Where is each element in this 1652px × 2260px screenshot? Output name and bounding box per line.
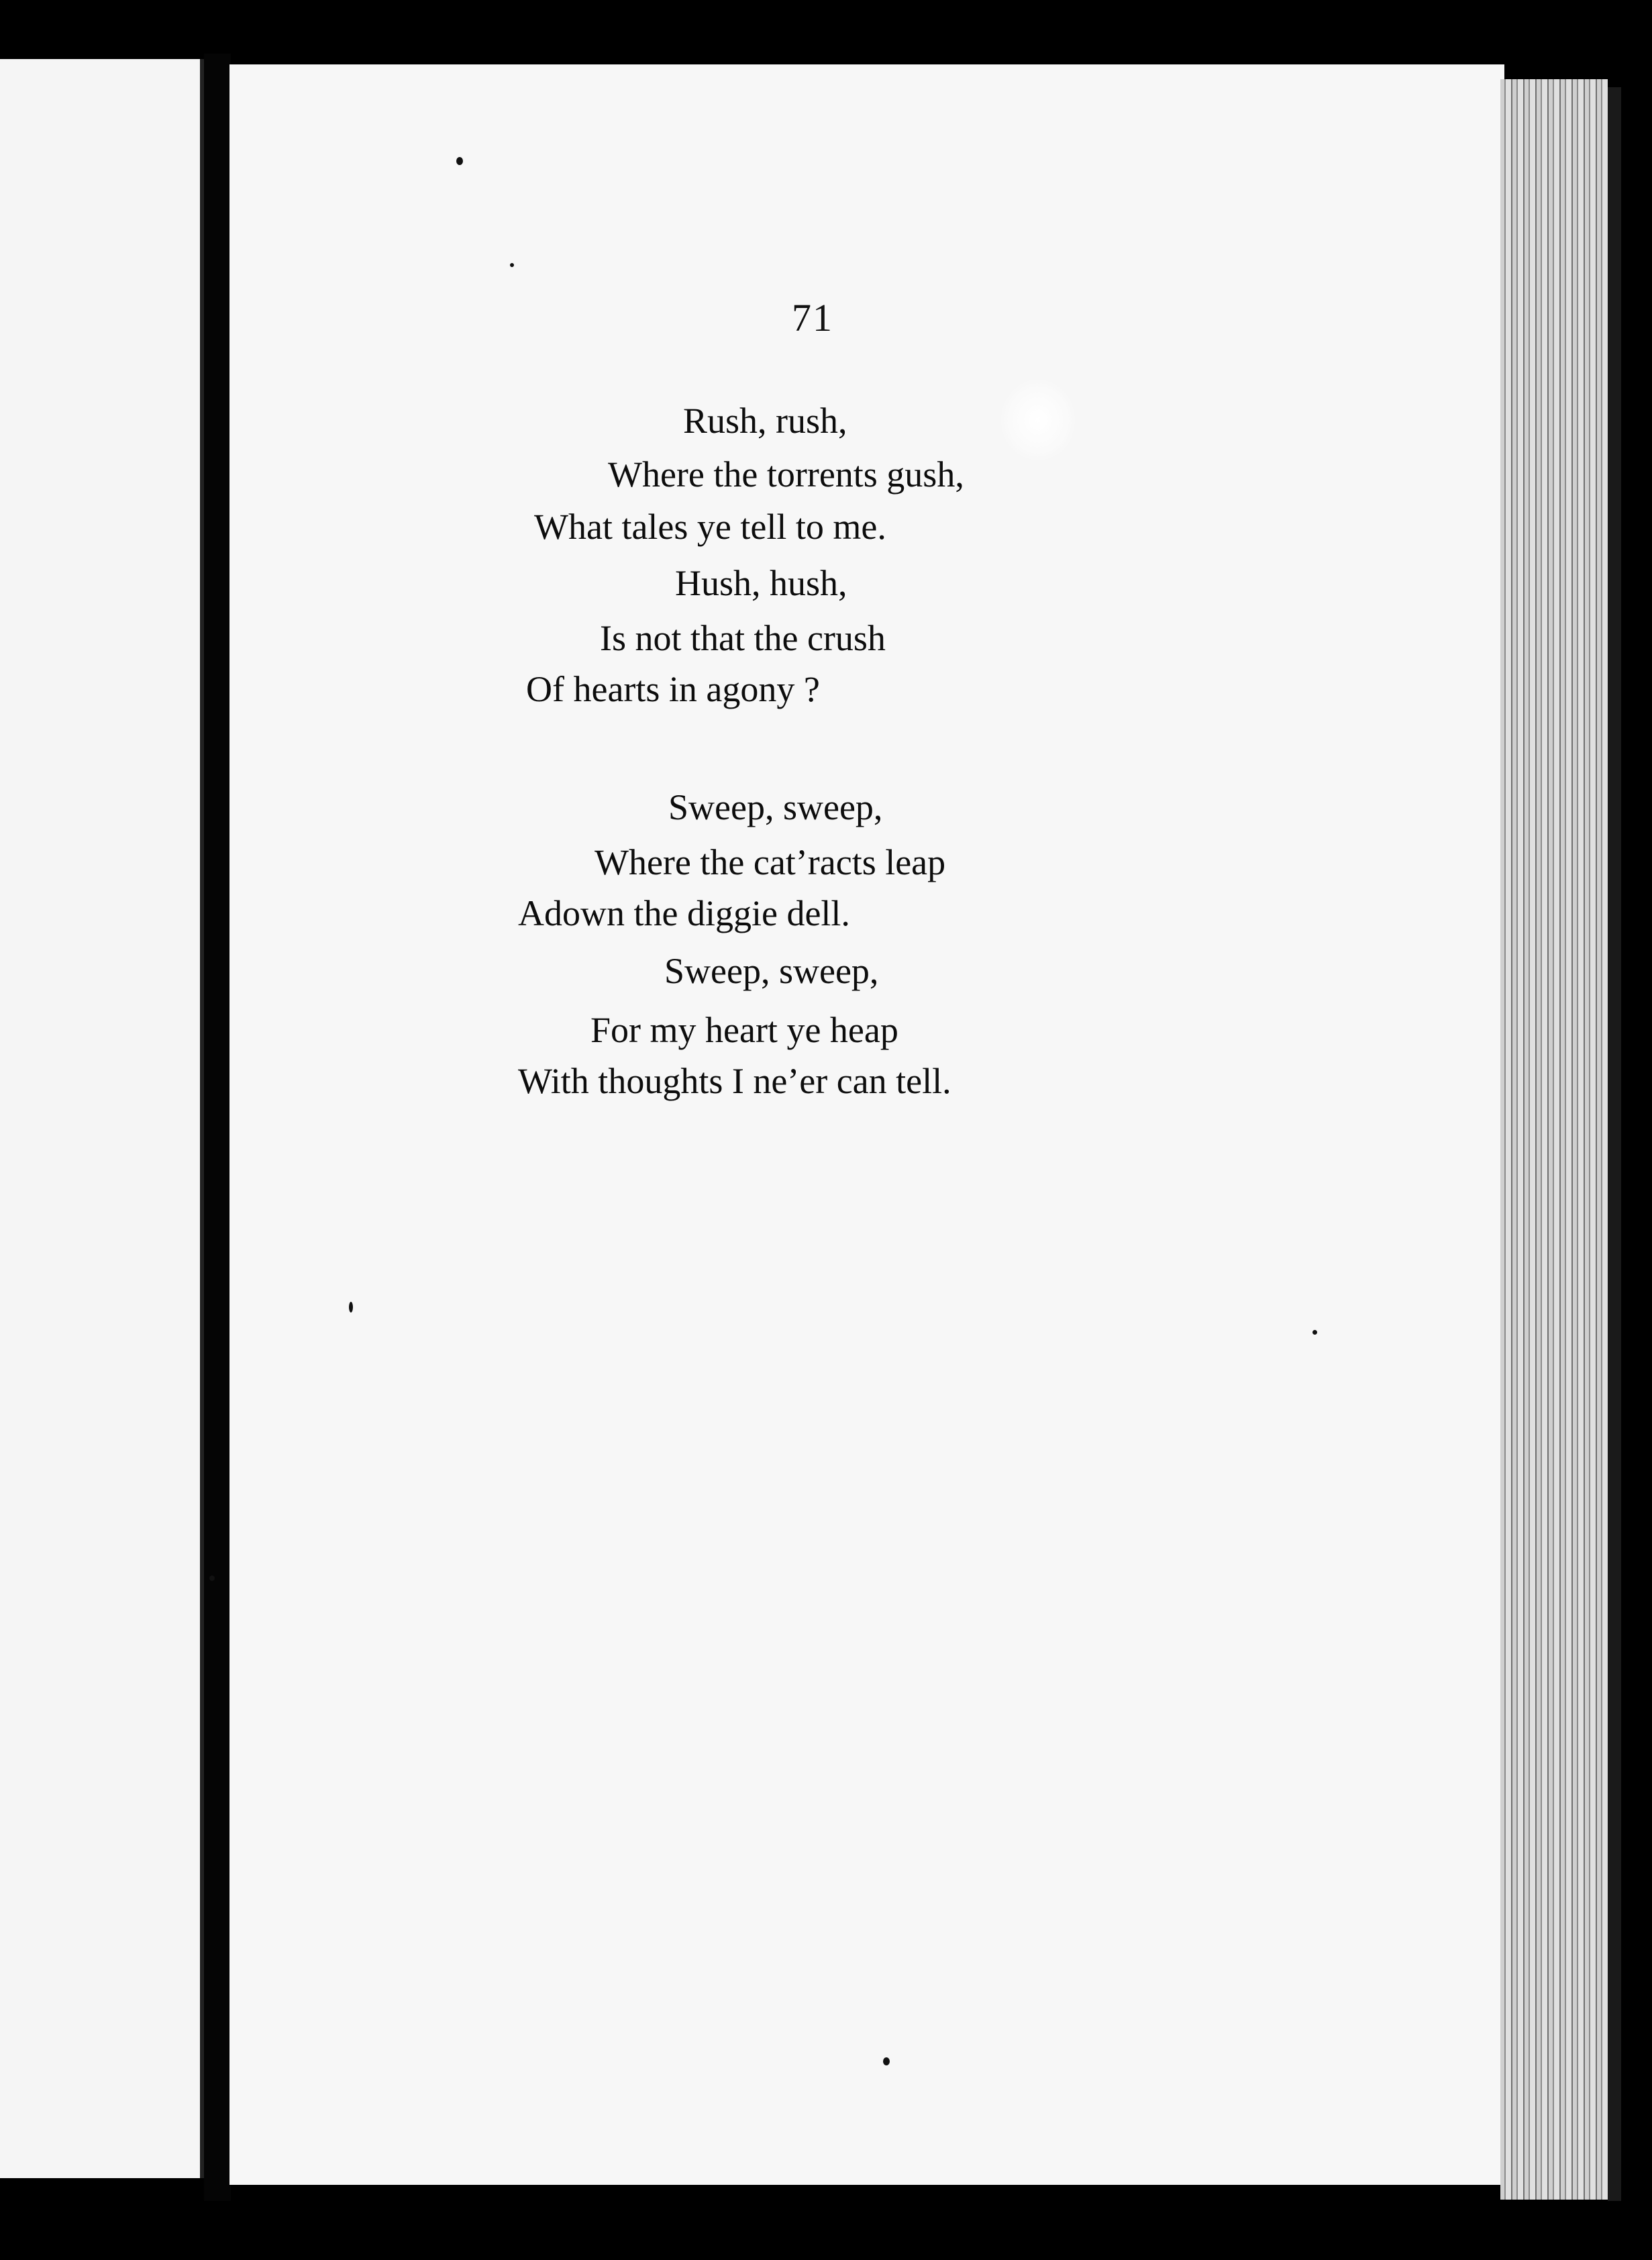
page-stack-edges — [1500, 79, 1608, 2200]
poem-line: Sweep, sweep, — [668, 787, 883, 827]
page-stack-shadow — [1608, 87, 1621, 2201]
dust-speck — [883, 2057, 890, 2065]
dust-speck — [349, 1302, 353, 1313]
poem-line: Is not that the crush — [600, 618, 886, 658]
dust-speck — [456, 157, 463, 165]
poem-line: With thoughts I ne’er can tell. — [518, 1061, 951, 1101]
dust-speck — [1312, 1330, 1317, 1335]
poem-line: Rush, rush, — [683, 401, 847, 441]
poem-line: For my heart ye heap — [590, 1010, 898, 1050]
poem-line: Sweep, sweep, — [664, 951, 879, 991]
previous-page-edge — [0, 59, 204, 2178]
poem-line: What tales ye tell to me. — [534, 507, 886, 547]
poem-line: Adown the diggie dell. — [518, 893, 850, 933]
dust-speck — [209, 1576, 215, 1581]
poem-line: Of hearts in agony ? — [526, 669, 820, 709]
poem-line: Where the cat’racts leap — [595, 842, 946, 882]
poem-line: Where the torrents gush, — [608, 454, 964, 495]
book-page — [229, 64, 1504, 2185]
book-gutter — [204, 54, 231, 2201]
poem-line: Hush, hush, — [675, 563, 847, 603]
dust-speck — [510, 263, 514, 267]
page-number: 71 — [792, 296, 833, 340]
ink-smudge — [1001, 380, 1075, 460]
